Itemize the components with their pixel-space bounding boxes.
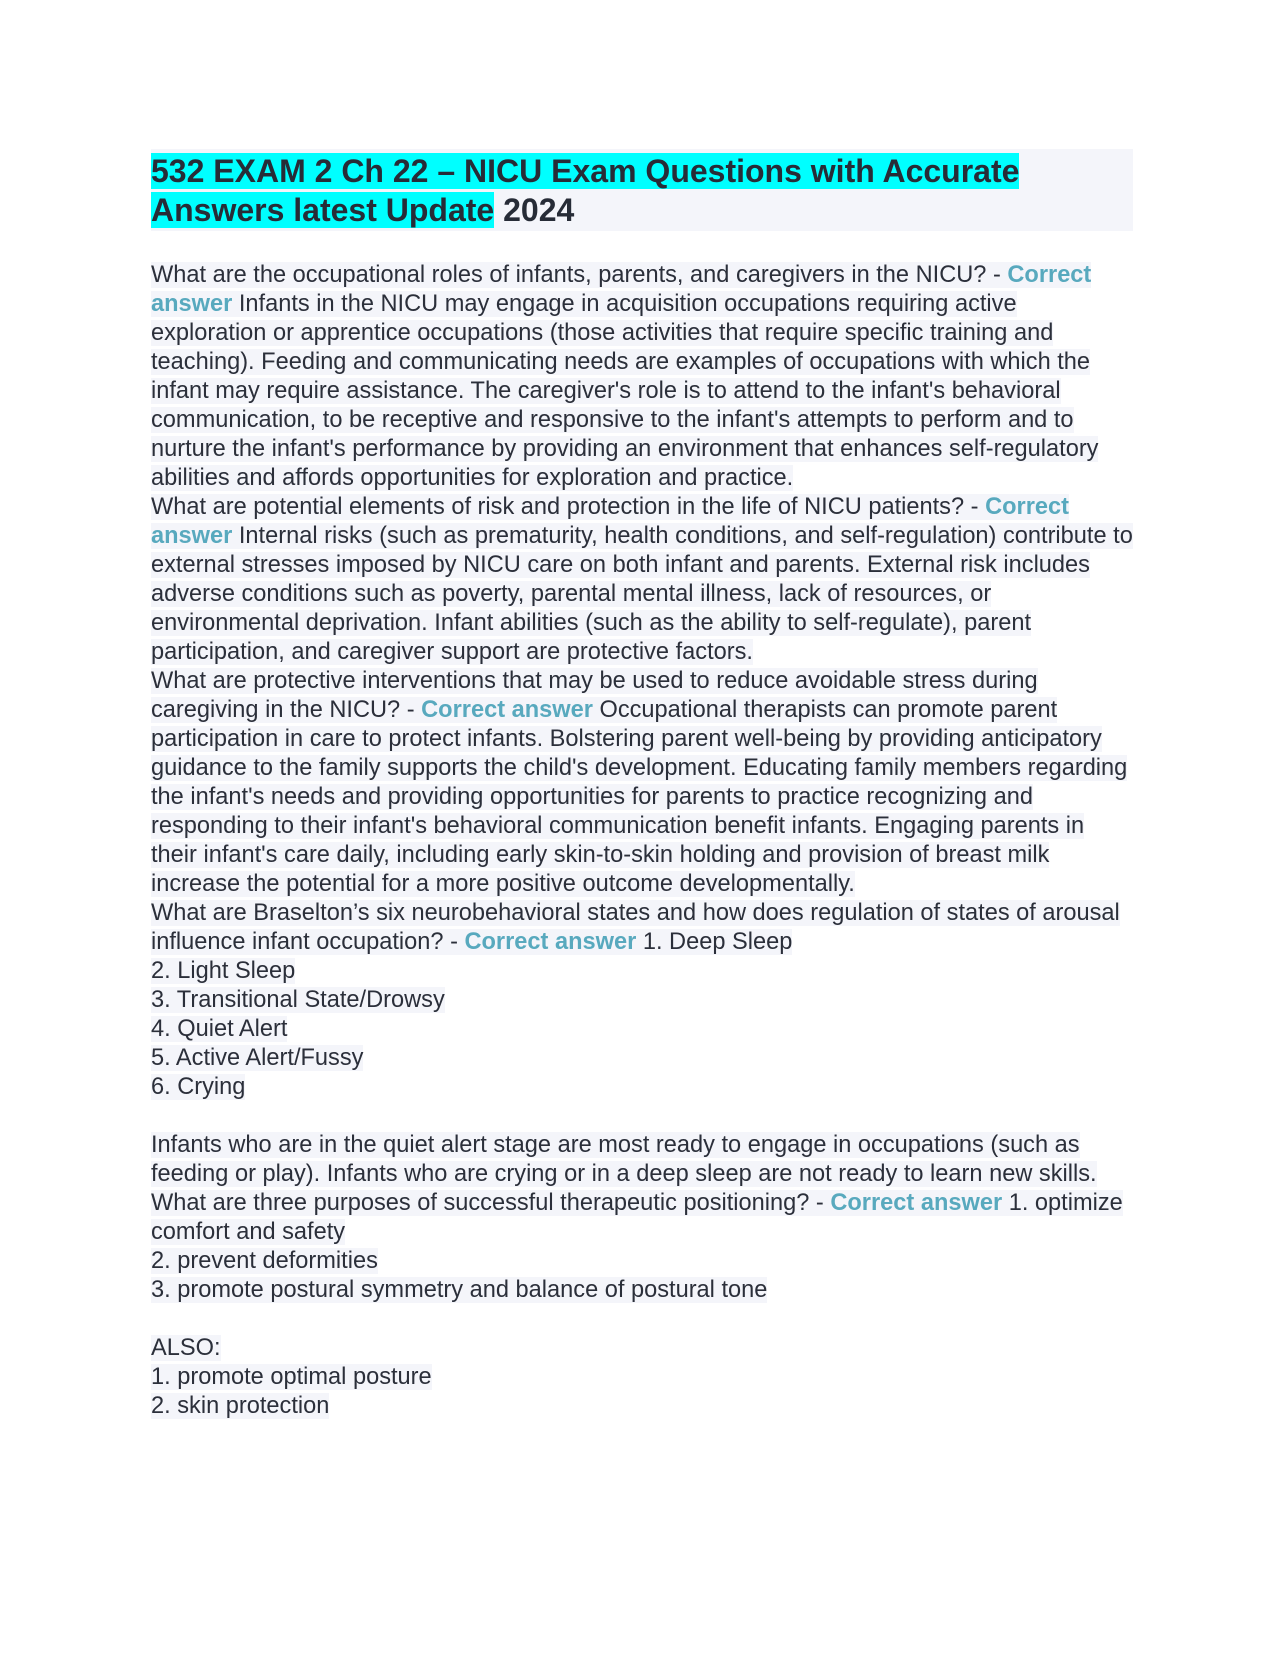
answer-4: 1. Deep Sleep [636, 929, 793, 955]
qa-item-2 [151, 493, 1133, 667]
purpose-line-3: 3. promote postural symmetry and balance of postural tone [151, 1277, 768, 1303]
qa-item-4 [151, 899, 1133, 1189]
correct-answer-label-3: Correct answer [421, 697, 593, 723]
correct-answer-label-4: Correct answer [464, 929, 637, 955]
state-line-6: 6. Crying [151, 1074, 246, 1100]
also-line-1: 1. promote optimal posture [151, 1364, 432, 1390]
question-5: What are three purposes of successful therapeutic positioning? - [151, 1190, 831, 1216]
correct-answer-label-1: Correct answer [151, 262, 1092, 317]
answer-3: Occupational therapists can promote parent participation in care to protect infants. Bolstering parent well-being by providing anticipatory guidance to the family supports the child's development. Educating family members regarding the infant's needs and providing opportunities for parents to practice recognizing and responding to their infant's behavioral communication benefit infants. Engaging parents in their infant's care daily, including early skin-to-skin holding and provision of breast milk increase the potential for a more positive outcome developmentally. [151, 697, 1128, 897]
answer-5: 1. optimize comfort and safety [151, 1190, 1123, 1245]
document-title [151, 149, 1133, 231]
state-line-5: 5. Active Alert/Fussy [151, 1045, 364, 1071]
state-note: Infants who are in the quiet alert stage are most ready to engage in occupations (such as feeding or play). Infants who are crying or in a deep sleep are not ready to learn new skills. [151, 1132, 1097, 1187]
state-line-2: 2. Light Sleep [151, 958, 296, 984]
state-line-4: 4. Quiet Alert [151, 1016, 288, 1042]
also-label: ALSO: [151, 1335, 221, 1361]
state-line-3: 3. Transitional State/Drowsy [151, 987, 445, 1013]
answer-2: Internal risks (such as prematurity, health conditions, and self-regulation) contribute to external stresses imposed by NICU care on both infant and parents. External risk includes adverse conditions such as poverty, parental mental illness, lack of resources, or environmental deprivation. Infant abilities (such as the ability to self-regulate), parent participation, and caregiver support are protective factors. [151, 523, 1133, 665]
question-2: What are potential elements of risk and protection in the life of NICU patients? - [151, 494, 986, 520]
title-highlighted-text: 532 EXAM 2 Ch 22 – NICU Exam Questions with Accurate Answers latest Update [151, 153, 1020, 228]
answer-1: Infants in the NICU may engage in acquisition occupations requiring active exploration or apprentice occupations (those activities that require specific training and teaching). Feeding and communicating needs are examples of occupations with which the infant may require assistance. The caregiver's role is to attend to the infant's behavioral communication, to be receptive and responsive to the infant's attempts to perform and to nurture the infant's performance by providing an environment that enhances self-regulatory abilities and affords opportunities for exploration and practice. [151, 291, 1099, 491]
qa-item-1 [151, 261, 1133, 493]
also-line-2: 2. skin protection [151, 1393, 330, 1419]
correct-answer-label-2: Correct answer [151, 494, 1069, 549]
question-3: What are protective interventions that may be used to reduce avoidable stress during caregiving in the NICU? - [151, 668, 1038, 723]
qa-item-3 [151, 667, 1133, 899]
document-page [151, 149, 1133, 1421]
title-year-text: 2024 [494, 192, 575, 228]
question-4: What are Braselton’s six neurobehavioral states and how does regulation of states of arousal influence infant occupation? - [151, 900, 1120, 955]
qa-content [151, 261, 1133, 1421]
question-1: What are the occupational roles of infants, parents, and caregivers in the NICU? - [151, 262, 1008, 288]
purpose-line-2: 2. prevent deformities [151, 1248, 378, 1274]
correct-answer-label-5: Correct answer [830, 1190, 1003, 1216]
qa-item-5 [151, 1189, 1133, 1421]
